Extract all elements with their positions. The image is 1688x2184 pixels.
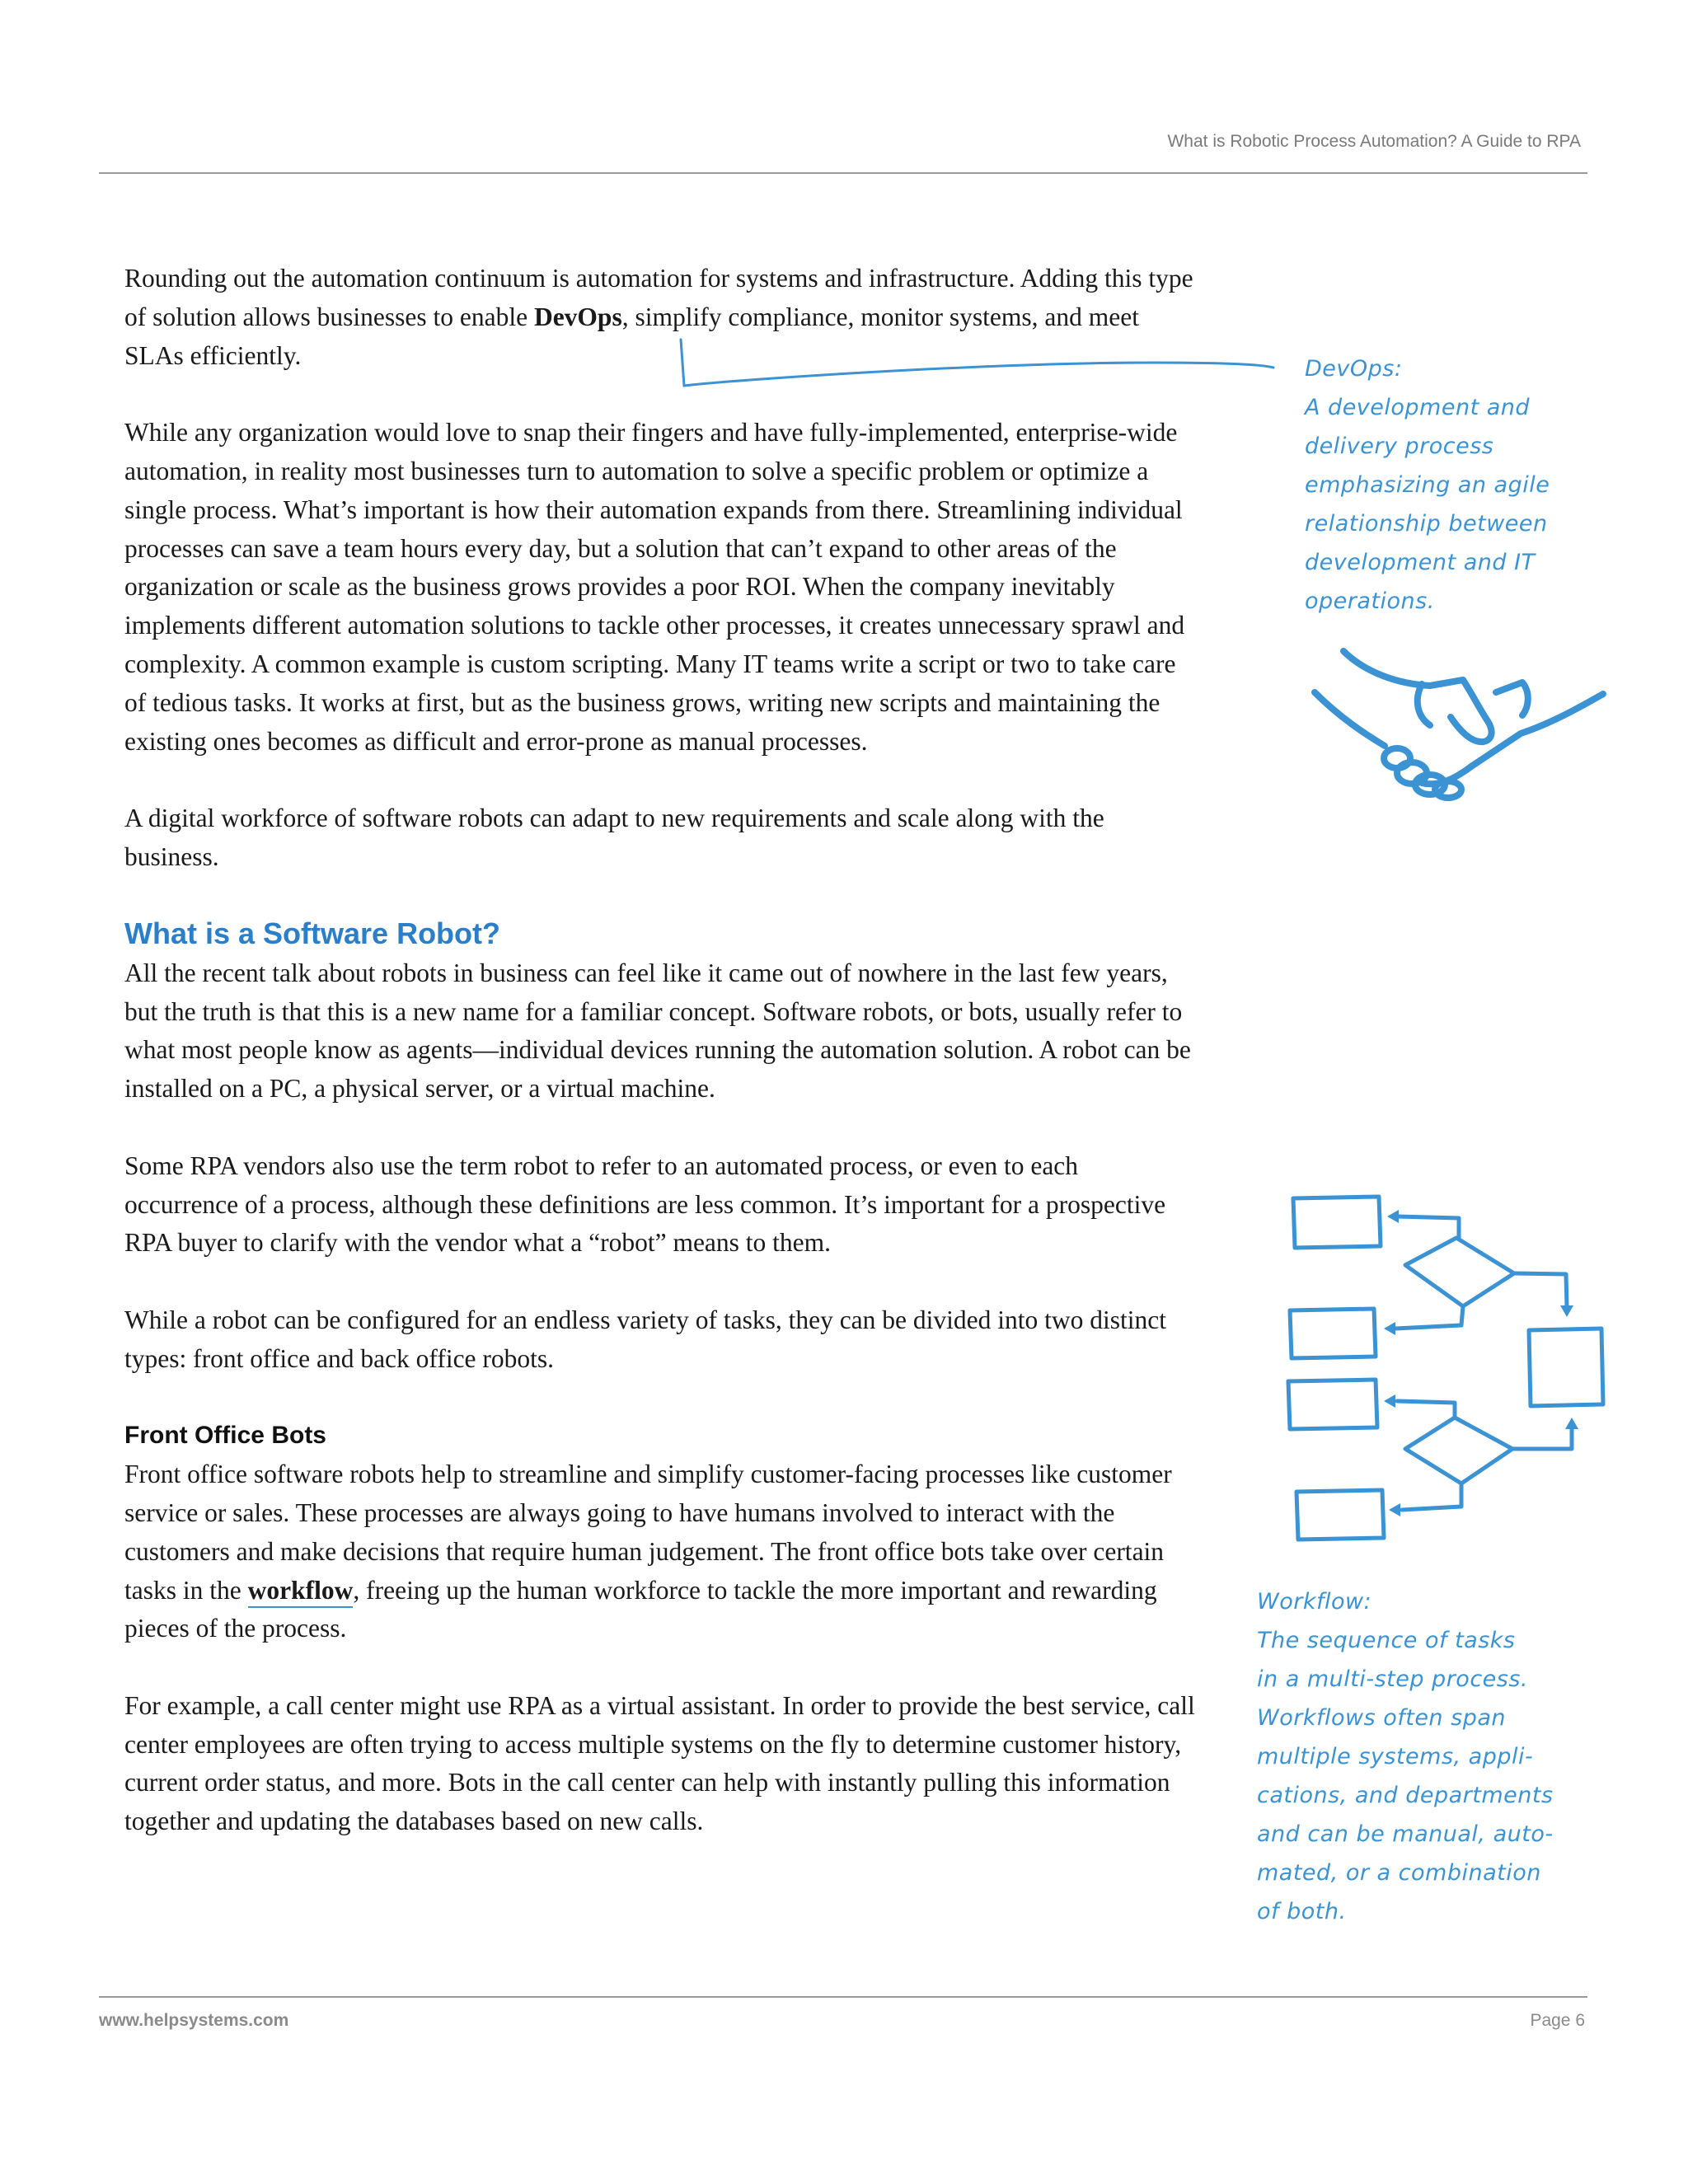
header-title: What is Robotic Process Automation? A Guide to RPA (1167, 132, 1581, 151)
footer-rule (99, 1996, 1587, 1998)
term-devops: DevOps (533, 302, 622, 331)
paragraph-digital-workforce: A digital workforce of software robots can adapt to new requirements and scale along with the business. (124, 804, 1104, 871)
sidebar-workflow-title: Workflow: (1257, 1589, 1372, 1615)
handshake-icon (1306, 643, 1611, 808)
paragraph-rpa-vendors: Some RPA vendors also use the term robot to refer to an automated process, or even to each occurrence of a process, although these definitions are less common. It’s important for a prospective RPA buyer to clarify with the vendor what a “robot” means to them. (124, 1151, 1166, 1258)
footer-url[interactable]: www.helpsystems.com (99, 2011, 289, 2030)
paragraph-robot-definition: All the recent talk about robots in business can feel like it came out of nowhere in the last few years, but the truth is that this is a new name for a familiar concept. Software robots, or bots, usually refer to what most people know as agents—individual devices running the automation solution. A robot can be installed on a PC, a physical server, or a virtual machine. (124, 958, 1191, 1104)
workflow-diagram-icon (1273, 1187, 1620, 1549)
paragraph-front-office: Front office software robots help to streamline and simplify customer-facing processes like customer service or sales. These processes are always going to have humans involved to interact with the customers and make decisions that require human judgement. The front office bots take over certain tasks in the workflow, freeing up the human workforce to tackle the more important and rewarding pieces of the process. (124, 1460, 1172, 1643)
sidebar-devops-title: DevOps: (1305, 356, 1403, 382)
paragraph-robot-types: While a robot can be configured for an endless variety of tasks, they can be divided into two distinct types: front office and back office robots. (124, 1305, 1166, 1373)
sidebar-note-devops: DevOps: A development and delivery process emphasizing an agile relationship between development and IT operations. (1305, 349, 1601, 621)
sidebar-note-workflow: Workflow: The sequence of tasks in a multi-step process. Workflows often span multiple systems, appli- cations, and departments and can be manual, auto- mated, or a combination of both. (1257, 1582, 1603, 1931)
page-number: Page 6 (1530, 2011, 1585, 2030)
paragraph-continuum: Rounding out the automation continuum is automation for systems and infrastructure. Adding this type of solution allows businesses to enable DevOps, simplify compliance, monitor systems, and meet SLAs efficiently. (124, 264, 1193, 370)
term-workflow: workflow (248, 1576, 354, 1608)
section-heading-software-robot: What is a Software Robot? (124, 916, 501, 950)
paragraph-scaling: While any organization would love to snap their fingers and have fully-implemented, enterprise-wide automation, in reality most businesses turn to automation to solve a specific problem or optimize a single process. What’s important is how their automation expands from there. Streamlining individual processes can save a team hours every day, but a solution that can’t expand to other areas of the organization or scale as the business grows provides a poor ROI. When the company inevitably implements different automation solutions to tackle other processes, it creates unnecessary sprawl and complexity. A common example is custom scripting. Many IT teams write a script or two to take care of tedious tasks. It works at first, but as the business grows, writing new scripts and maintaining the existing ones becomes as difficult and error-prone as manual processes. (124, 418, 1185, 756)
subheading-front-office-bots: Front Office Bots (124, 1422, 326, 1450)
paragraph-call-center: For example, a call center might use RPA as a virtual assistant. In order to provide the best service, call center employees are often trying to access multiple systems on the fly to determine customer history, current order status, and more. Bots in the call center can help with instantly pulling this information together and updating the databases based on new calls. (124, 1690, 1195, 1836)
